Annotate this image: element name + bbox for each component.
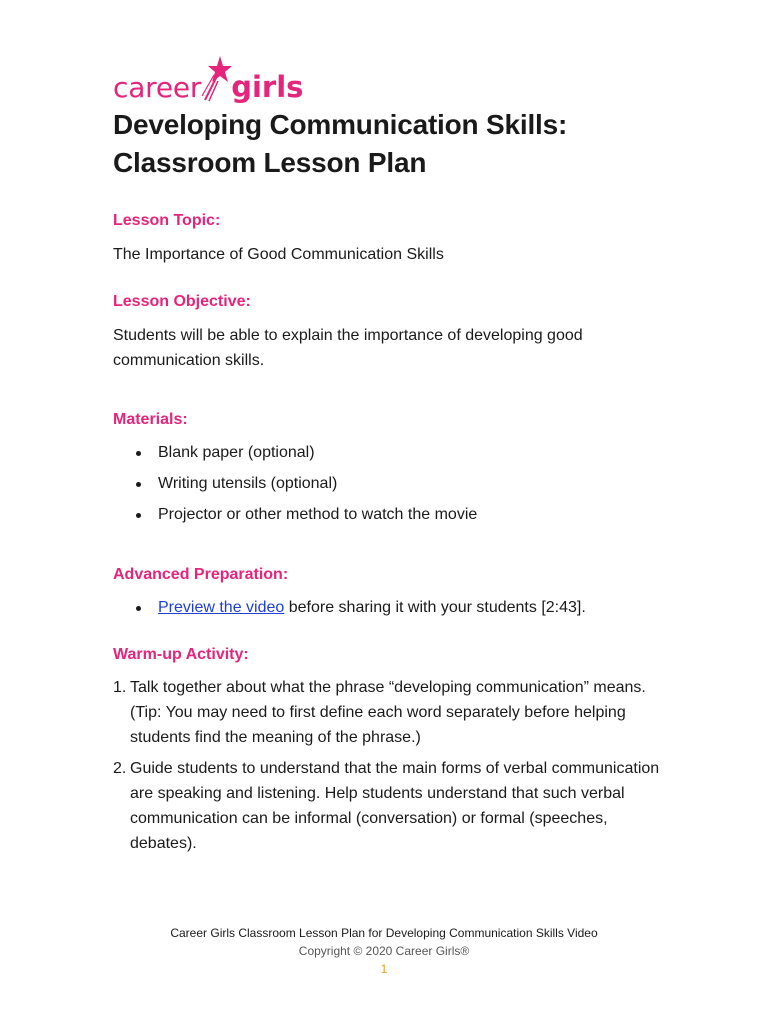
list-item: Writing utensils (optional) — [113, 471, 673, 496]
title-line-2: Classroom Lesson Plan — [113, 147, 427, 178]
list-item: 2. Guide students to understand that the main forms of verbal communication are speaking and listening. Help students understand that such verbal communication can be informal (conversation) or formal (speeches, debates). — [113, 756, 673, 856]
item-number: 2. — [113, 760, 127, 777]
list-item: Blank paper (optional) — [113, 440, 673, 465]
preview-video-link[interactable]: Preview the video — [158, 599, 285, 616]
warm-up-activity-heading: Warm-up Activity: — [113, 646, 249, 663]
logo-word-girls: girls — [231, 70, 304, 104]
list-item — [113, 595, 673, 620]
preparation-text: before sharing it with your students [2:43]. — [284, 599, 586, 616]
shooting-star-icon — [199, 54, 233, 104]
materials-list — [113, 440, 673, 527]
warm-up-list — [113, 675, 673, 856]
logo-word-career: career — [113, 71, 202, 104]
list-item: 1. Talk together about what the phrase “developing communication” means. (Tip: You may need to first define each word separately before helping students find the meaning of the phrase.) — [113, 675, 673, 750]
bullet-icon — [136, 451, 141, 456]
lesson-objective-heading: Lesson Objective: — [113, 293, 251, 310]
advanced-preparation-heading: Advanced Preparation: — [113, 566, 289, 583]
lesson-content — [113, 210, 673, 856]
item-number: 1. — [113, 679, 127, 696]
title-line-1: Developing Communication Skills: — [113, 109, 568, 140]
bullet-icon — [136, 513, 141, 518]
lesson-topic-heading: Lesson Topic: — [113, 212, 221, 229]
bullet-icon — [136, 482, 141, 487]
career-girls-logo — [113, 52, 303, 102]
footer-title: Career Girls Classroom Lesson Plan for Developing Communication Skills Video — [170, 926, 598, 940]
preparation-list — [113, 595, 673, 620]
page-title — [113, 106, 673, 182]
page-number: 1 — [380, 962, 388, 976]
lesson-topic-text: The Importance of Good Communication Skills — [113, 246, 444, 263]
bullet-icon — [136, 606, 141, 611]
lesson-objective-text: Students will be able to explain the importance of developing good communication skills. — [113, 327, 583, 369]
footer-copyright: Copyright © 2020 Career Girls® — [298, 944, 470, 958]
materials-heading: Materials: — [113, 411, 188, 428]
page-footer — [0, 924, 768, 978]
list-item: Projector or other method to watch the movie — [113, 502, 673, 527]
